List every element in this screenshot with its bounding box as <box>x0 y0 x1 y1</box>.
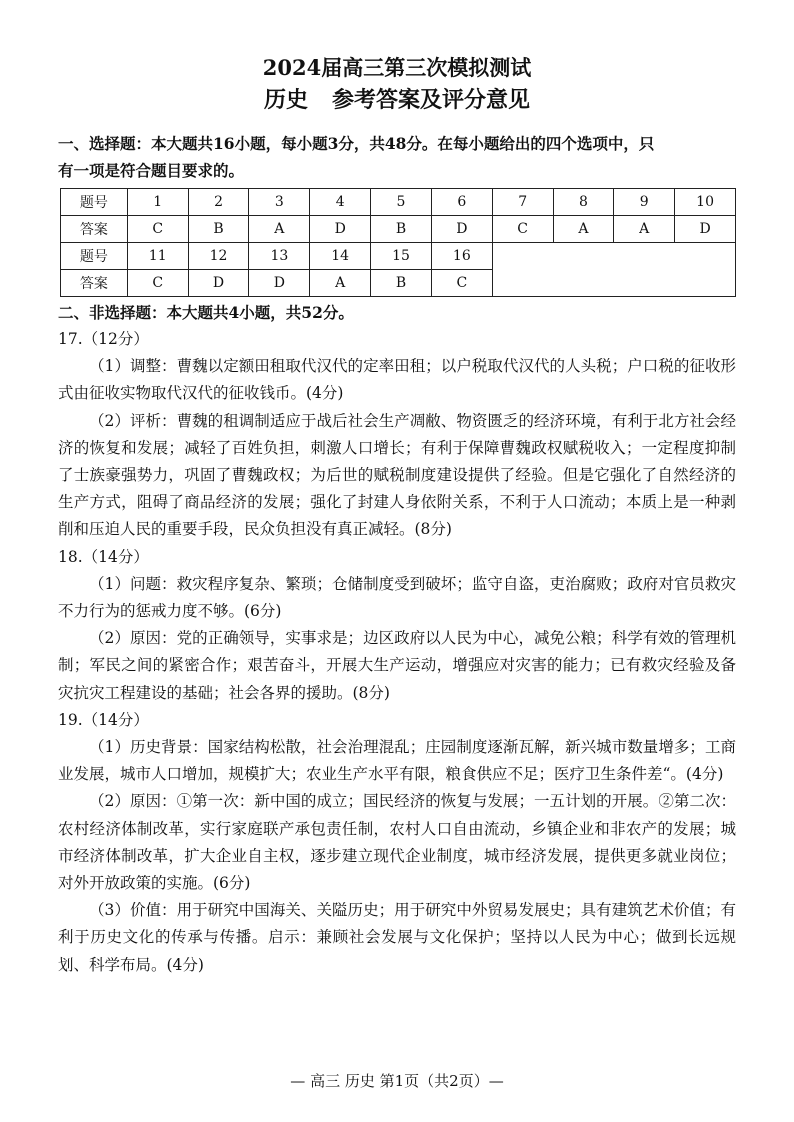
section2-heading: 二、非选择题：本大题共4小题，共52分。 <box>58 303 354 322</box>
empty-table-area <box>492 243 735 297</box>
table-row-answers-1 <box>61 216 736 243</box>
question-number-cell: 6 <box>431 189 492 216</box>
question-number-cell: 4 <box>310 189 371 216</box>
question-number-cell: 11 <box>127 243 188 270</box>
table-row-numbers-1 <box>61 189 736 216</box>
answer-paragraph: （1）历史背景：国家结构松散，社会治理混乱；庄园制度逐渐瓦解，新兴城市数量增多；工商业发展，城市人口增加，规模扩大；农业生产水平有限，粮食供应不足；医疗卫生条件差“。(4分) <box>58 738 736 784</box>
answer-cell: C <box>431 270 492 297</box>
answer-paragraph: （2）原因：党的正确领导，实事求是；边区政府以人民为中心，减免公粮；科学有效的管理机制；军民之间的紧密合作；艰苦奋斗，开展大生产运动，增强应对灾害的能力；已有救灾经验及备灾抗灾工程建设的基础；社会各界的援助。(8分) <box>58 629 736 702</box>
question-number-cell: 13 <box>249 243 310 270</box>
question-label: 19.（14分） <box>58 710 149 729</box>
answer-cell: A <box>310 270 371 297</box>
question-number-cell: 5 <box>371 189 432 216</box>
subtitle-label: 参考答案及评分意见 <box>332 87 531 113</box>
question-number-cell: 14 <box>310 243 371 270</box>
question-number-cell: 1 <box>127 189 188 216</box>
answer-cell: A <box>249 216 310 243</box>
section1-heading <box>58 130 736 184</box>
section1-heading-line2: 有一项是符合题目要求的。 <box>58 161 245 180</box>
answer-paragraph: （2）评析：曹魏的租调制适应于战后社会生产凋敝、物资匮乏的经济环境，有利于北方社会经济的恢复和发展；减轻了百姓负担，刺激人口增长；有利于保障曹魏政权赋税收入；一定程度抑制了士族豪强势力，巩固了曹魏政权；为后世的赋税制度建设提供了经验。但是它强化了自然经济的生产方式，阻碍了商品经济的发展；强化了封建人身依附关系，不利于人口流动；本质上是一种剥削和压迫人民的重要手段，民众负担没有真正减轻。(8分) <box>58 411 736 539</box>
page-footer: — 高三 历史 第1页（共2页）— <box>290 1072 504 1090</box>
answer-cell: B <box>371 270 432 297</box>
row-label-answer: 答案 <box>61 216 128 243</box>
question-label: 17.（12分） <box>58 330 149 348</box>
answer-cell: D <box>675 216 736 243</box>
answer-cell: C <box>127 216 188 243</box>
answer-cell: A <box>553 216 614 243</box>
answer-cell: B <box>371 216 432 243</box>
page-subtitle <box>58 84 736 116</box>
question-number-cell: 7 <box>492 189 553 216</box>
answer-paragraph: （1）问题：救灾程序复杂、繁琐；仓储制度受到破坏；监守自盗，吏治腐败；政府对官员救灾不力行为的惩戒力度不够。(6分) <box>58 574 736 621</box>
subject-label: 历史 <box>263 87 308 113</box>
row-label-number: 题号 <box>61 243 128 270</box>
question-18 <box>58 544 736 707</box>
answer-cell: D <box>188 270 249 297</box>
page-title: 2024届高三第三次模拟测试 <box>262 55 532 80</box>
answer-paragraph: （3）价值：用于研究中国海关、关隘历史；用于研究中外贸易发展史；具有建筑艺术价值；有利于历史文化的传承与传播。启示：兼顾社会发展与文化保护；坚持以人民为中心；做到长远规划、科学布局。(4分) <box>58 901 736 974</box>
question-number-cell: 9 <box>614 189 675 216</box>
question-17 <box>58 326 736 544</box>
question-number-cell: 2 <box>188 189 249 216</box>
question-number-cell: 10 <box>675 189 736 216</box>
question-number-cell: 12 <box>188 243 249 270</box>
answer-cell: D <box>249 270 310 297</box>
answer-cell: C <box>492 216 553 243</box>
question-number-cell: 3 <box>249 189 310 216</box>
table-row-numbers-2 <box>61 243 736 270</box>
question-number-cell: 15 <box>371 243 432 270</box>
answer-paragraph: （2）原因：①第一次：新中国的成立；国民经济的恢复与发展；一五计划的开展。②第二次：农村经济体制改革，实行家庭联产承包责任制，农村人口自由流动，乡镇企业和非农产的发展；城市经济体制改革，扩大企业自主权，逐步建立现代企业制度，城市经济发展，提供更多就业岗位；对外开放政策的实施。(6分) <box>58 792 736 893</box>
answer-cell: B <box>188 216 249 243</box>
answer-cell: A <box>614 216 675 243</box>
section1-heading-line1: 一、选择题：本大题共16小题，每小题3分，共48分。在每小题给出的四个选项中，只 <box>58 134 655 153</box>
question-19 <box>58 707 736 979</box>
answer-paragraph: （1）调整：曹魏以定额田租取代汉代的定率田租；以户税取代汉代的人头税；户口税的征收形式由征收实物取代汉代的征收钱币。(4分) <box>58 357 736 403</box>
answer-cell: D <box>431 216 492 243</box>
row-label-answer: 答案 <box>61 270 128 297</box>
answer-table <box>60 188 736 297</box>
question-label: 18.（14分） <box>58 547 149 566</box>
answer-cell: D <box>310 216 371 243</box>
answer-cell: C <box>127 270 188 297</box>
row-label-number: 题号 <box>61 189 128 216</box>
question-number-cell: 16 <box>431 243 492 270</box>
question-number-cell: 8 <box>553 189 614 216</box>
